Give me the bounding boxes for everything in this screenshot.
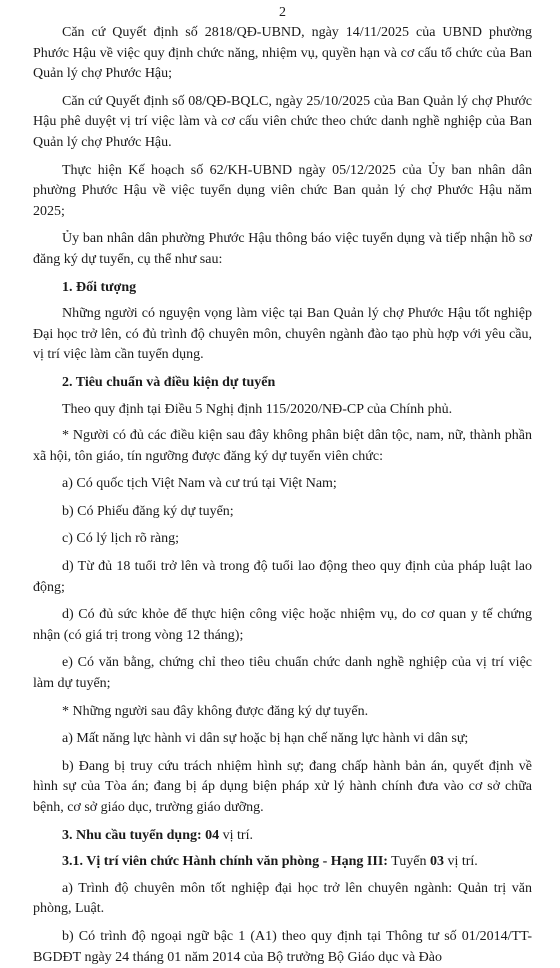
- section-3-count: 04: [205, 827, 220, 843]
- condition-c: c) Có lý lịch rõ ràng;: [62, 531, 180, 547]
- condition-d-health: d) Có đủ sức khỏe để thực hiện công việc hoặc nhiệm vụ, do cơ quan y tế chứng nhận (có giá trị trong vòng 12 tháng);: [33, 607, 532, 643]
- requirement-b: b) Có trình độ ngoại ngữ bậc 1 (A1) theo quy định tại Thông tư số 01/2014/TT-BGDĐT ngày 24 tháng 01 năm 2014 của Bộ trưởng Bộ Giáo dục và Đào: [33, 928, 532, 965]
- section-2-heading: 2. Tiêu chuẩn và điều kiện dự tuyển: [62, 374, 276, 390]
- section-3-1-heading: [33, 852, 532, 873]
- ineligible-a: a) Mất năng lực hành vi dân sự hoặc bị hạn chế năng lực hành vi dân sự;: [62, 731, 469, 747]
- section-3-1-count: 03: [429, 854, 444, 870]
- eligible-intro: * Người có đủ các điều kiện sau đây không phân biệt dân tộc, nam, nữ, thành phần xã hội, tôn giáo, tín ngưỡng được đăng ký dự tuyển viên chức:: [33, 428, 532, 464]
- section-3-heading-suffix: vị trí.: [219, 827, 253, 843]
- basis-decision-2818: Căn cứ Quyết định số 2818/QĐ-UBND, ngày 14/11/2025 của UBND phường Phước Hậu về việc quy định chức năng, nhiệm vụ, quyền hạn và cơ cấu tổ chức của Ban Quản lý chợ Phước Hậu;: [33, 25, 532, 82]
- condition-b: b) Có Phiếu đăng ký dự tuyển;: [62, 503, 234, 519]
- ineligible-intro: * Những người sau đây không được đăng ký dự tuyển.: [62, 703, 369, 719]
- section-3-1-title: 3.1. Vị trí viên chức Hành chính văn phòng - Hạng III:: [62, 854, 388, 870]
- announcement-intro: Ủy ban nhân dân phường Phước Hậu thông báo việc tuyển dụng và tiếp nhận hồ sơ đăng ký dự tuyển, cụ thể như sau:: [33, 231, 532, 267]
- section-1-body: Những người có nguyện vọng làm việc tại Ban Quản lý chợ Phước Hậu tốt nghiệp Đại học trở lên, có đủ trình độ chuyên môn, chuyên ngành đào tạo phù hợp với yêu cầu, vị trí việc làm cần tuyển dụng.: [33, 306, 532, 363]
- section-3-heading: [33, 826, 532, 847]
- plan-62: Thực hiện Kế hoạch số 62/KH-UBND ngày 05/12/2025 của Ủy ban nhân dân phường Phước Hậu về việc tuyển dụng viên chức Ban quản lý chợ Phước Hậu năm 2025;: [33, 162, 532, 219]
- condition-e: e) Có văn bằng, chứng chỉ theo tiêu chuẩn chức danh nghề nghiệp của vị trí việc làm dự tuyển;: [33, 655, 532, 692]
- basis-decision-08: Căn cứ Quyết định số 08/QĐ-BQLC, ngày 25/10/2025 của Ban Quản lý chợ Phước Hậu phê duyệt vị trí việc làm và cơ cấu viên chức theo chức danh nghề nghiệp của Ban Quản lý chợ Phước Hậu.: [33, 93, 532, 150]
- condition-a: a) Có quốc tịch Việt Nam và cư trú tại Việt Nam;: [62, 476, 337, 492]
- requirement-a: a) Trình độ chuyên môn tốt nghiệp đại học trở lên chuyên ngành: Quản trị văn phòng, Luật.: [33, 880, 532, 917]
- section-3-1-recruit-label: Tuyển: [387, 854, 430, 870]
- section-3-1-suffix: vị trí.: [443, 854, 478, 870]
- condition-d-age: d) Từ đủ 18 tuổi trở lên và trong độ tuổi lao động theo quy định của pháp luật lao động;: [33, 559, 532, 595]
- section-2-legal-basis: Theo quy định tại Điều 5 Nghị định 115/2020/NĐ-CP của Chính phủ.: [62, 401, 453, 417]
- page-number: 2: [279, 5, 286, 20]
- ineligible-b: b) Đang bị truy cứu trách nhiệm hình sự; đang chấp hành bản án, quyết định về hình sự của Tòa án; đang bị áp dụng biện pháp xử lý hành chính đưa vào cơ sở chữa bệnh, cơ sở giáo dục, trường giáo dưỡng.: [33, 758, 532, 815]
- section-1-heading: 1. Đối tượng: [62, 279, 137, 295]
- section-3-heading-text: 3. Nhu cầu tuyển dụng:: [62, 827, 206, 843]
